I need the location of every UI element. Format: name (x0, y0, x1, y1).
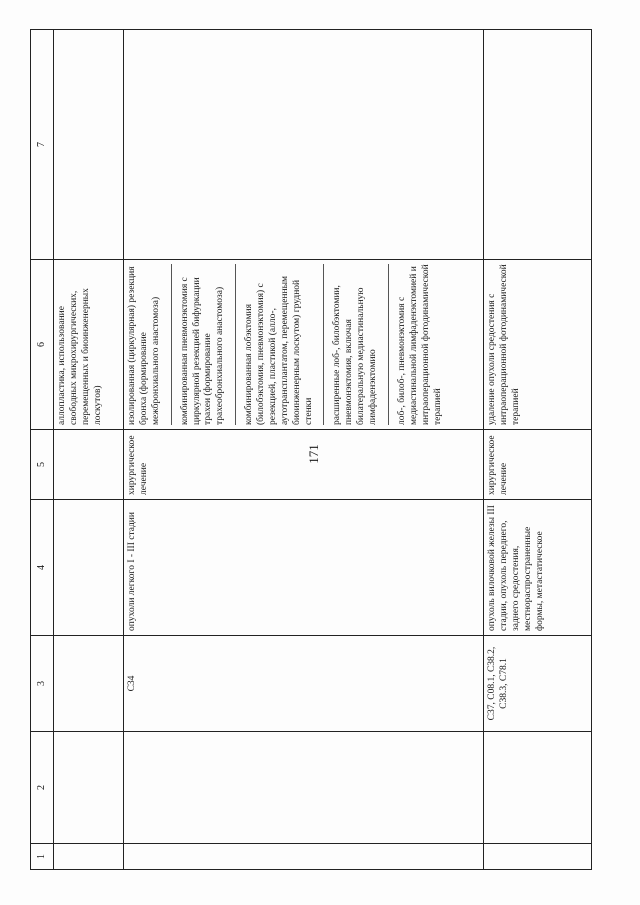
column-header: 4 (31, 500, 54, 636)
medical-care-table (30, 29, 592, 870)
method-cell (54, 260, 124, 430)
method-text: комбинированная лобэктомия (билобэктомия, пневмонэктомия) с резекцией, пластикой (алло-, аутотрансплантатом, перемещенным биоинженерным лоскутом) грудной стенки (244, 264, 324, 425)
diagnosis-code-cell (54, 636, 124, 732)
page-number: 171 (305, 444, 321, 464)
diagnosis-cell: опухоль вилочковой железы III стадии, опухоль переднего, заднего средостения, местнораспространенные формы, метастатическое (484, 500, 592, 636)
table-cell (124, 844, 484, 870)
table-cell (124, 732, 484, 844)
table-cell (484, 30, 592, 260)
method-text: аллопластика, использование свободных микрохирургических, перемещенных и биоинженерных лоскутов) (57, 288, 103, 425)
table-cell (124, 30, 484, 260)
diagnosis-code-cell: C37, C08.1, C38.2, C38.3, C78.1 (484, 636, 592, 732)
table-row (54, 30, 124, 870)
column-header: 5 (31, 430, 54, 500)
table-cell (484, 732, 592, 844)
diagnosis-cell: опухоли легкого I - III стадии (124, 500, 484, 636)
treatment-cell: хирургическое лечение (124, 430, 484, 500)
diagnosis-code-cell: C34 (124, 636, 484, 732)
column-header: 1 (31, 844, 54, 870)
method-cell (484, 260, 592, 430)
method-text: лоб-, билоб-, пневмонэктомия с медиастинальной лимфаденэктомией и интраоперационной фотодинамической терапией (396, 264, 443, 425)
method-text: изолированная (циркулярная) резекция бронха (формирование межбронхиального анастомоза) (127, 264, 172, 425)
treatment-cell (54, 430, 124, 500)
table-row (124, 30, 484, 870)
table-cell (484, 844, 592, 870)
column-header: 6 (31, 260, 54, 430)
table-row (484, 30, 592, 870)
method-text: комбинированная пневмонэктомия с циркулярной резекцией бифуркации трахеи (формирование трахеобронхиального анастомоза) (180, 264, 237, 425)
method-text: расширенные лоб-, билобэктомии, пневмонэктомия, включая билатеральную медиастинальную лимфаденэктомию (332, 264, 389, 425)
column-header: 3 (31, 636, 54, 732)
method-text: удаление опухоли средостения с интраоперационной фотодинамической терапией (487, 264, 521, 425)
column-header: 2 (31, 732, 54, 844)
table-cell (54, 732, 124, 844)
table-cell (54, 844, 124, 870)
treatment-cell: хирургическое лечение (484, 430, 592, 500)
header-row (31, 30, 54, 870)
column-header: 7 (31, 30, 54, 260)
rotated-table-sheet (30, 30, 592, 870)
method-cell (124, 260, 484, 430)
diagnosis-cell (54, 500, 124, 636)
table-cell (54, 30, 124, 260)
